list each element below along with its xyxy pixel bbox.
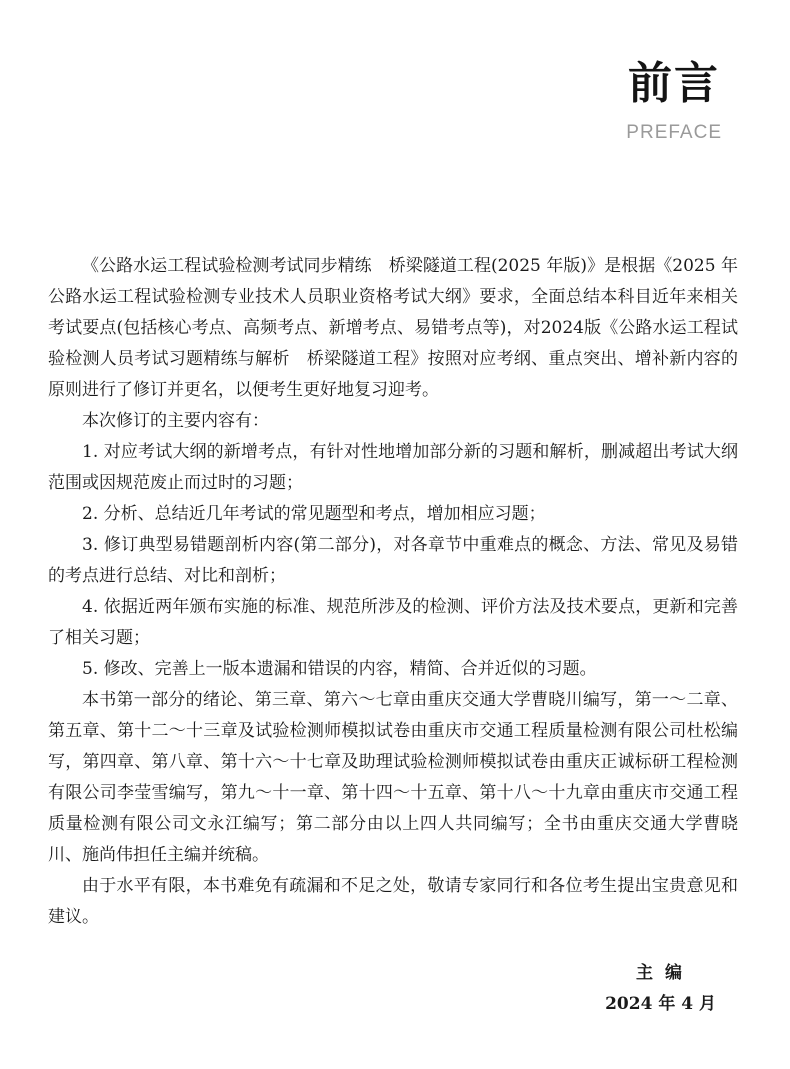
paragraph-revision-item-1: 1. 对应考试大纲的新增考点，有针对性地增加部分新的习题和解析，删减超出考试大纲范围或因规范废止而过时的习题； [48, 442, 738, 493]
paragraph-revision-item-3: 3. 修订典型易错题剖析内容(第二部分)，对各章节中重难点的概念、方法、常见及易错的考点进行总结、对比和剖析； [48, 535, 738, 586]
page-title: 前言 [628, 58, 720, 109]
page-subtitle: PREFACE [626, 122, 722, 143]
signature-date: 2024 年 4 月 [605, 994, 716, 1014]
paragraph-authors: 本书第一部分的绪论、第三章、第六～七章由重庆交通大学曹晓川编写，第一～二章、第五章、第十二～十三章及试验检测师模拟试卷由重庆市交通工程质量检测有限公司杜松编写，第四章、第八章、第十六～十七章及助理试验检测师模拟试卷由重庆正诚标研工程检测有限公司李莹雪编写，第九～十一章、第十四～十五章、第十八～十九章由重庆市交通工程质量检测有限公司文永江编写；第二部分由以上四人共同编写；全书由重庆交通大学曹晓川、施尚伟担任主编并统稿。 [48, 690, 738, 865]
paragraph-closing: 由于水平有限，本书难免有疏漏和不足之处，敬请专家同行和各位考生提出宝贵意见和建议。 [48, 876, 738, 927]
paragraph-revision-item-4: 4. 依据近两年颁布实施的标准、规范所涉及的检测、评价方法及技术要点，更新和完善了相关习题； [48, 597, 738, 648]
paragraph-revision-item-2: 2. 分析、总结近几年考试的常见题型和考点，增加相应习题； [82, 504, 546, 524]
paragraph-revision-item-5: 5. 修改、完善上一版本遗漏和错误的内容，精简、合并近似的习题。 [82, 659, 597, 679]
paragraph-revision-heading: 本次修订的主要内容有： [82, 411, 269, 431]
preface-body [48, 251, 738, 933]
signature-role: 主编 [636, 963, 694, 983]
paragraph-intro: 《公路水运工程试验检测考试同步精练 桥梁隧道工程(2025 年版)》是根据《2025 年公路水运工程试验检测专业技术人员职业资格考试大纲》要求，全面总结本科目近年来相关考试要点(包括核心考点、高频考点、新增考点、易错考点等)，对2024版《公路水运工程试验检测人员考试习题精练与解析 桥梁隧道工程》按照对应考纲、重点突出、增补新内容的原则进行了修订并更名，以便考生更好地复习迎考。 [48, 256, 738, 400]
